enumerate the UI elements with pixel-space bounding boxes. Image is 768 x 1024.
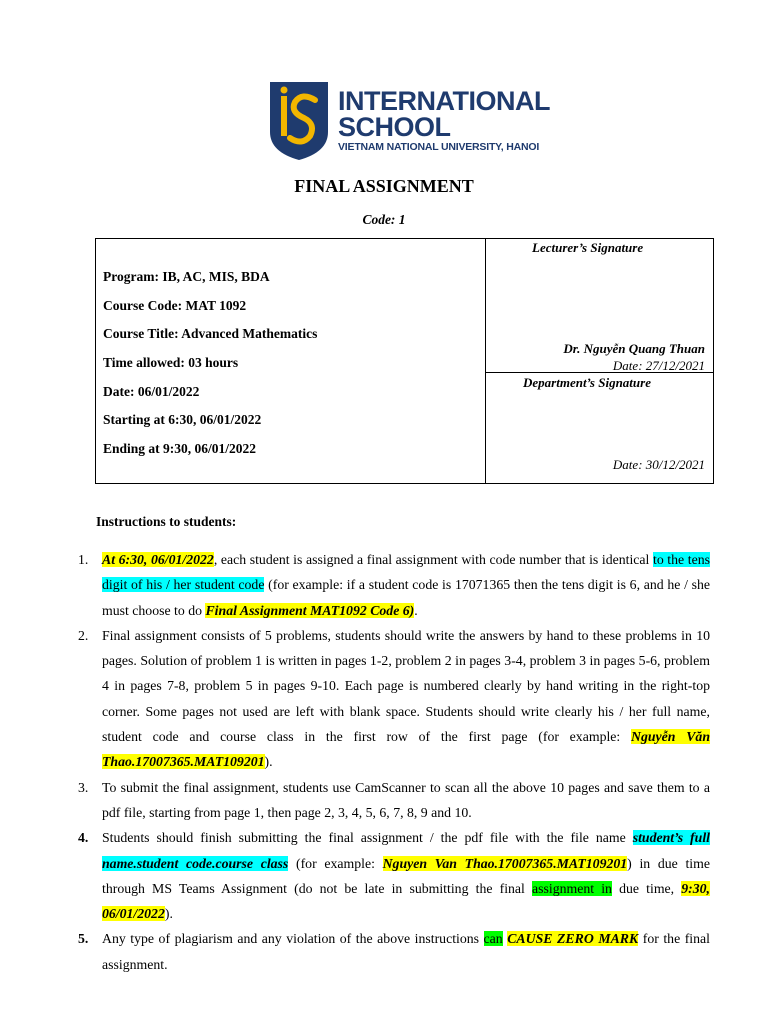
list-item	[78, 775, 710, 826]
course-code-line: Course Code: MAT 1092	[103, 297, 247, 313]
item-text: due time,	[611, 880, 682, 896]
item-text: Students should finish submitting the final assignment / the pdf file with the file name	[102, 830, 633, 846]
assignment-in-highlight: assignment in	[532, 880, 612, 896]
file-name-example-highlight: Nguyen Van Thao.17007365.MAT109201	[382, 855, 628, 871]
lecturer-signature-date: Date: 27/12/2021	[612, 358, 705, 373]
list-item	[78, 623, 710, 775]
deadline-highlight: 9:30, 06/01/2022	[102, 880, 711, 922]
lecturer-name: Dr. Nguyễn Quang Thuan	[563, 341, 705, 356]
can-highlight: can	[483, 931, 503, 947]
table-column-divider	[485, 239, 486, 483]
item-text: .	[414, 602, 418, 618]
item-text: Any type of plagiarism and any violation of the above instructions	[102, 931, 484, 947]
item-number: 4.	[78, 830, 89, 846]
logo-wordmark-line2: SCHOOL	[338, 112, 451, 142]
program-line: Program: IB, AC, MIS, BDA	[103, 269, 270, 284]
instructions-list	[78, 547, 710, 977]
item-number: 5.	[78, 931, 89, 947]
start-time-highlight: At 6:30, 06/01/2022	[102, 552, 214, 567]
item-text: (for example: if a student code is 17071365 then the tens digit is 6, and he / she must choose to do	[102, 577, 710, 618]
course-details	[103, 267, 317, 468]
assignment-code: Code: 1	[362, 212, 406, 227]
item-text: , each student is assigned a final assignment with code number that is identical	[213, 552, 653, 567]
school-crest-icon	[268, 80, 330, 162]
course-info-table	[95, 238, 714, 484]
time-allowed-line: Time allowed: 03 hours	[103, 355, 239, 371]
item-text: (for example:	[288, 855, 383, 871]
starting-time-line: Starting at 6:30, 06/01/2022	[103, 412, 262, 428]
document-title: FINAL ASSIGNMENT	[294, 176, 474, 196]
department-signature-date: Date: 30/12/2021	[612, 457, 705, 472]
list-item	[78, 825, 710, 926]
assignment-example-highlight: Final Assignment MAT1092 Code 6)	[205, 602, 415, 618]
item-number: 1.	[78, 552, 89, 567]
item-text: ).	[264, 754, 273, 770]
item-number: 3.	[78, 779, 89, 795]
zero-mark-warning: CAUSE ZERO MARK	[507, 931, 639, 947]
list-item	[78, 926, 710, 977]
tens-digit-highlight: to the tens digit of his / her student code	[102, 552, 710, 593]
item-text: for the final assignment.	[102, 931, 710, 972]
lecturer-signature-label: Lecturer’s Signature	[532, 240, 644, 255]
item-text: ) in due time through MS Teams Assignment (do not be late in submitting the final	[102, 855, 710, 896]
name-example-highlight: Nguyễn Văn Thao.17007365.MAT109201	[102, 729, 710, 770]
file-name-format-highlight: student’s full name.student code.course class	[102, 830, 710, 871]
item-text: To submit the final assignment, students use CamScanner to scan all the above 10 pages and save them to a pdf file, starting from page 1, then page 2, 3, 4, 5, 6, 7, 8, 9 and 10.	[102, 779, 710, 820]
item-text: Final assignment consists of 5 problems, students should write the answers by hand to these problems in 10 pages. Solution of problem 1 is written in pages 1-2, problem 2 in pages 3-4, problem 3 in pages 5-6, problem 4 in pages 7-8, problem 5 in pages 9-10. Each page is numbered clearly by hand writing in the right-top corner. Some pages not used are left with blank space. Students should write clearly his / her full name, student code and course class in the first row of the first page (for example:	[102, 627, 710, 745]
item-number: 2.	[78, 627, 89, 643]
school-logo	[268, 80, 558, 162]
exam-date-line: Date: 06/01/2022	[103, 383, 200, 399]
course-title-line: Course Title: Advanced Mathematics	[103, 326, 318, 342]
item-text: ).	[164, 906, 173, 922]
department-signature-label: Department’s Signature	[523, 375, 651, 390]
logo-wordmark-line1: INTERNATIONAL	[338, 86, 550, 116]
logo-university-name: VIETNAM NATIONAL UNIVERSITY, HANOI	[338, 141, 540, 153]
ending-time-line: Ending at 9:30, 06/01/2022	[103, 441, 257, 457]
list-item	[78, 547, 710, 623]
instructions-heading: Instructions to students:	[96, 514, 237, 529]
